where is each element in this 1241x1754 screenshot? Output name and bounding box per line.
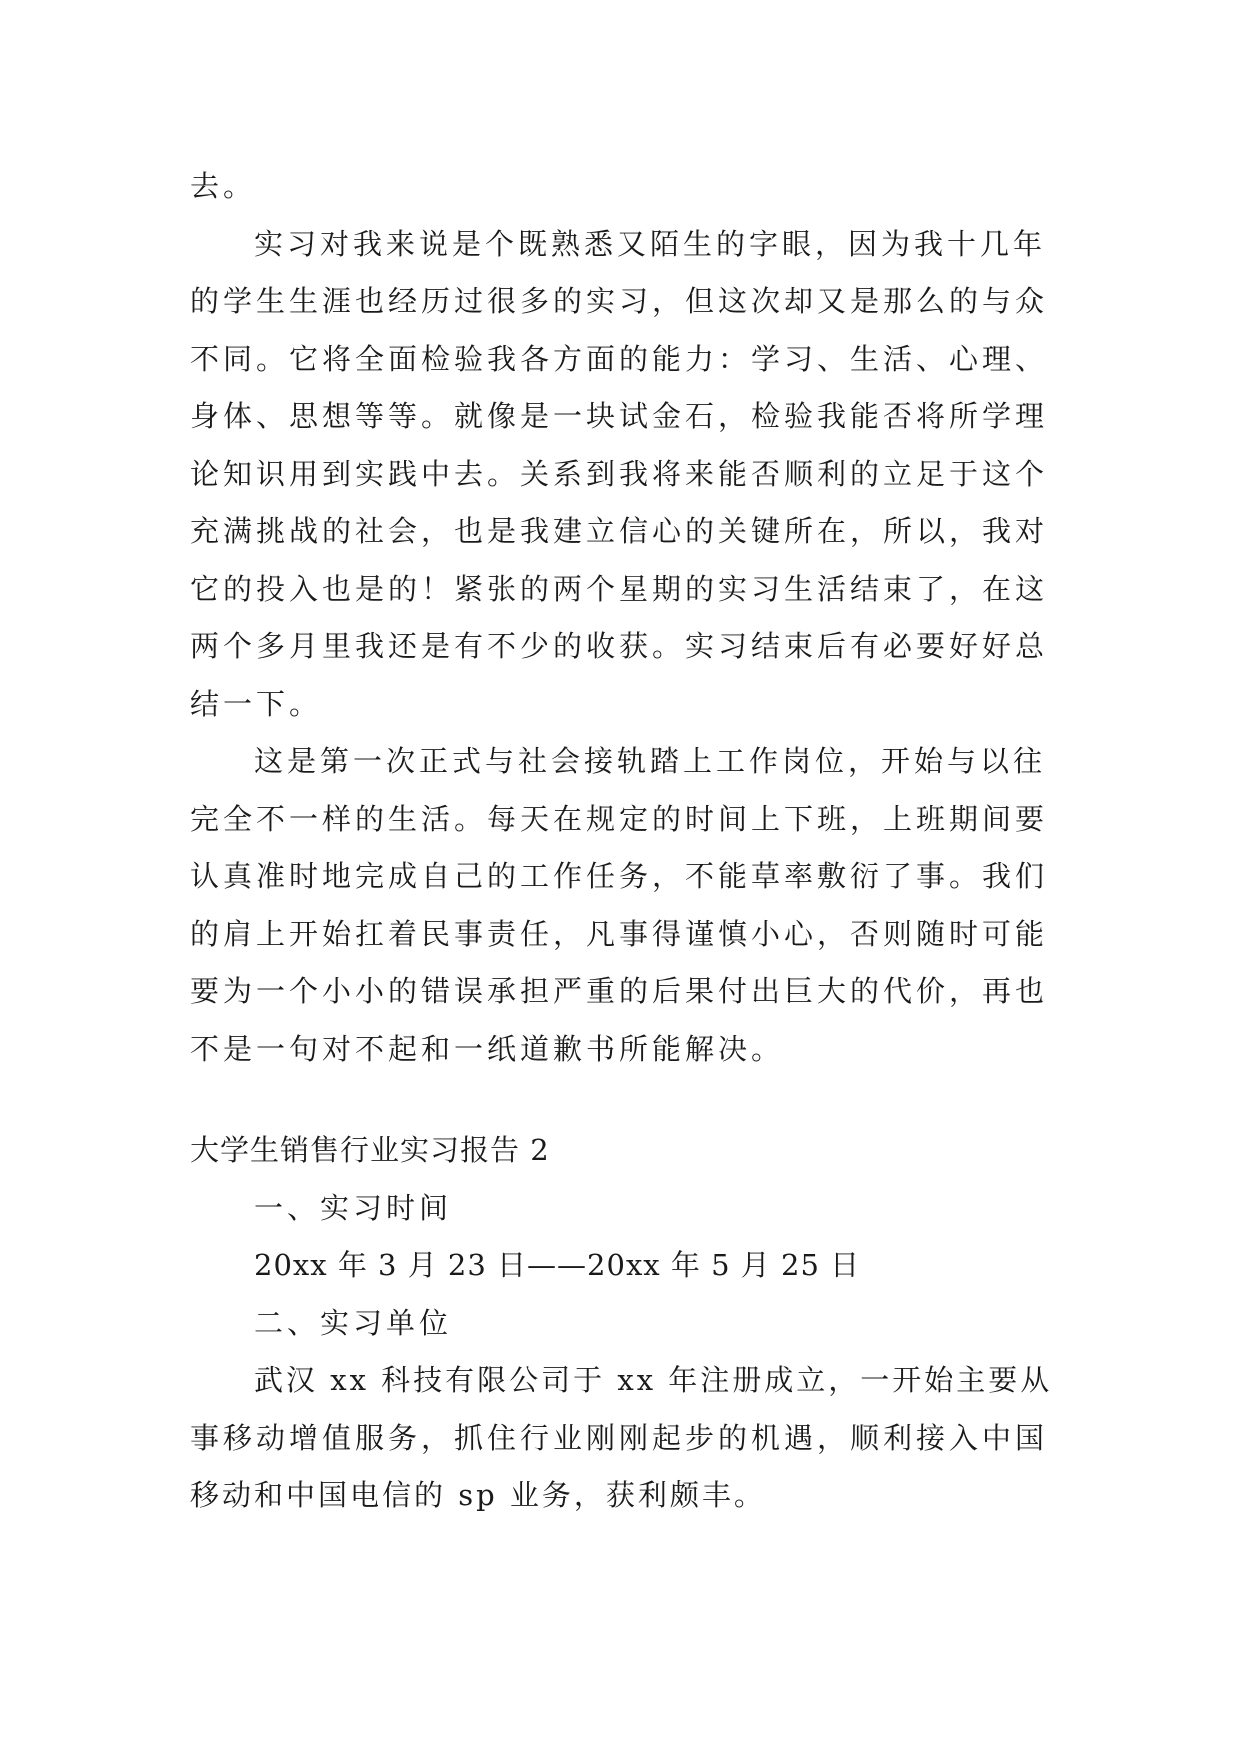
text-line: 实习对我来说是个既熟悉又陌生的字眼，因为我十几年 [254,226,1047,261]
text-line: 两个多月里我还是有不少的收获。实习结束后有必要好好总 [190,629,1049,663]
text-line: 的学生生涯也经历过很多的实习，但这次却又是那么的与众 [190,284,1049,318]
text-line: 这是第一次正式与社会接轨踏上工作岗位，开始与以往 [254,744,1047,778]
text-line: 认真准时地完成自己的工作任务，不能草率敷衍了事。我们 [190,859,1049,893]
text-line: 结一下。 [190,686,323,721]
text-line: 不是一句对不起和一纸道歉书所能解决。 [190,1031,785,1066]
text-line: 身体、思想等等。就像是一块试金石，检验我能否将所学理 [190,399,1049,433]
text-line: 事移动增值服务，抓住行业刚刚起步的机遇，顺利接入中国 [190,1420,1049,1455]
text-line: 武汉 xx 科技有限公司于 xx 年注册成立，一开始主要从 [254,1363,1053,1397]
report-title: 大学生销售行业实习报告 2 [190,1133,550,1167]
text-line: 不同。它将全面检验我各方面的能力：学习、生活、心理、 [190,341,1049,376]
section-2-heading: 二、实习单位 [254,1305,453,1340]
text-line: 移动和中国电信的 sp 业务，获利颇丰。 [190,1478,766,1512]
paragraph-1 [190,216,1070,734]
section-gap [190,1078,1070,1122]
document-body [190,158,1070,1525]
section-1-body: 20xx 年 3 月 23 日——20xx 年 5 月 25 日 [254,1248,861,1282]
text-line: 的肩上开始扛着民事责任，凡事得谨慎小心，否则随时可能 [190,916,1049,951]
text-line: 论知识用到实践中去。关系到我将来能否顺利的立足于这个 [190,456,1049,491]
text-line: 去。 [190,169,257,203]
paragraph-2 [190,733,1070,1078]
text-line: 充满挑战的社会，也是我建立信心的关键所在，所以，我对 [190,514,1049,548]
text-line: 完全不一样的生活。每天在规定的时间上下班，上班期间要 [190,801,1049,836]
section-2-body [190,1352,1070,1525]
section-1-heading: 一、实习时间 [254,1190,453,1225]
text-line: 要为一个小小的错误承担严重的后果付出巨大的代价，再也 [190,974,1049,1008]
text-line: 它的投入也是的！紧张的两个星期的实习生活结束了，在这 [190,571,1049,606]
